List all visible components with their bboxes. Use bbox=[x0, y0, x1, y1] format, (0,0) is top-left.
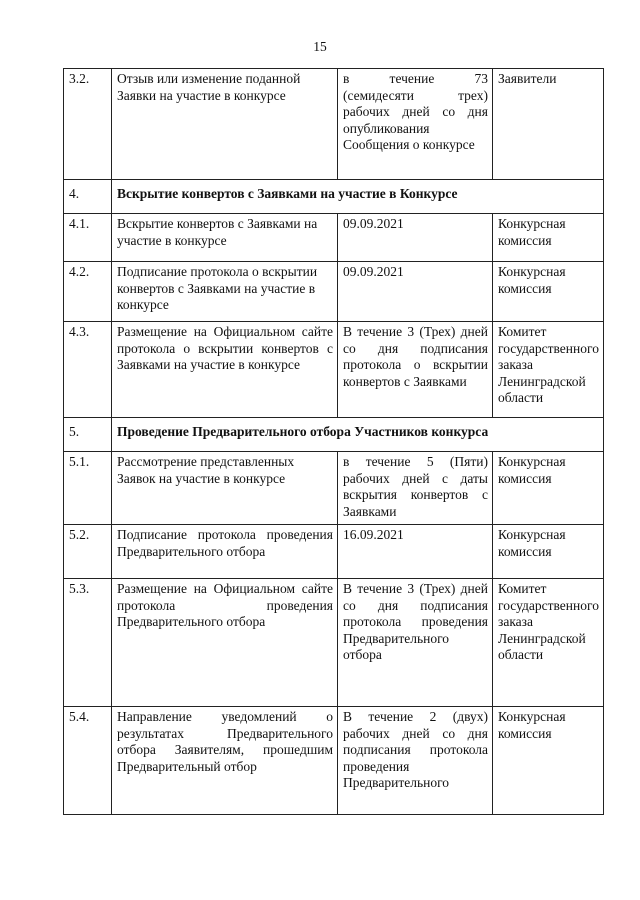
row-number: 4.3. bbox=[64, 322, 112, 418]
stage-responsible: Комитет государственного заказа Ленинградской области bbox=[493, 322, 604, 418]
stage-name: Подписание протокола о вскрытии конвертов с Заявками на участие в конкурсе bbox=[112, 262, 338, 322]
stage-name: Вскрытие конвертов с Заявками на участие в конкурсе bbox=[112, 214, 338, 262]
stage-name: Отзыв или изменение поданной Заявки на участие в конкурсе bbox=[112, 69, 338, 180]
stage-term: 09.09.2021 bbox=[338, 262, 493, 322]
stage-responsible: Конкурсная комиссия bbox=[493, 707, 604, 815]
table-row bbox=[64, 322, 604, 418]
row-number: 4.1. bbox=[64, 214, 112, 262]
stage-name: Рассмотрение представленных Заявок на участие в конкурсе bbox=[112, 452, 338, 525]
section-title: Проведение Предварительного отбора Участников конкурса bbox=[112, 418, 604, 452]
row-number: 4.2. bbox=[64, 262, 112, 322]
table-row bbox=[64, 707, 604, 815]
table-row bbox=[64, 579, 604, 707]
page-number: 15 bbox=[313, 39, 327, 54]
section-title: Вскрытие конвертов с Заявками на участие в Конкурсе bbox=[112, 180, 604, 214]
stage-name: Размещение на Официальном сайте протокола о вскрытии конвертов с Заявками на участие в конкурсе bbox=[112, 322, 338, 418]
stage-term: 09.09.2021 bbox=[338, 214, 493, 262]
row-number: 5.2. bbox=[64, 525, 112, 579]
section-row bbox=[64, 180, 604, 214]
section-number: 4. bbox=[64, 180, 112, 214]
stage-term: В течение 3 (Трех) дней со дня подписания протокола о вскрытии конвертов с Заявками bbox=[338, 322, 493, 418]
row-number: 5.3. bbox=[64, 579, 112, 707]
stage-term: В течение 3 (Трех) дней со дня подписания протокола проведения Предварительного отбора bbox=[338, 579, 493, 707]
stage-responsible: Комитет государственного заказа Ленинградской области bbox=[493, 579, 604, 707]
table-row bbox=[64, 452, 604, 525]
table-row bbox=[64, 262, 604, 322]
row-number: 5.1. bbox=[64, 452, 112, 525]
row-number: 3.2. bbox=[64, 69, 112, 180]
stage-term: 16.09.2021 bbox=[338, 525, 493, 579]
stage-responsible: Конкурсная комиссия bbox=[493, 262, 604, 322]
stage-name: Направление уведомлений о результатах Предварительного отбора Заявителям, прошедшим Предварительный отбор bbox=[112, 707, 338, 815]
stage-responsible: Конкурсная комиссия bbox=[493, 452, 604, 525]
table-row bbox=[64, 525, 604, 579]
stage-term: в течение 5 (Пяти) рабочих дней с даты вскрытия конвертов с Заявками bbox=[338, 452, 493, 525]
stage-term: В течение 2 (двух) рабочих дней со дня подписания протокола проведения Предварительного bbox=[338, 707, 493, 815]
stage-responsible: Конкурсная комиссия bbox=[493, 525, 604, 579]
table-row bbox=[64, 214, 604, 262]
table-row bbox=[64, 69, 604, 180]
stage-name: Размещение на Официальном сайте протокола проведения Предварительного отбора bbox=[112, 579, 338, 707]
section-number: 5. bbox=[64, 418, 112, 452]
stage-term: в течение 73 (семидесяти трех) рабочих дней со дня опубликования Сообщения о конкурсе bbox=[338, 69, 493, 180]
schedule-table bbox=[63, 68, 604, 815]
stage-responsible: Конкурсная комиссия bbox=[493, 214, 604, 262]
row-number: 5.4. bbox=[64, 707, 112, 815]
stage-name: Подписание протокола проведения Предварительного отбора bbox=[112, 525, 338, 579]
section-row bbox=[64, 418, 604, 452]
stage-responsible: Заявители bbox=[493, 69, 604, 180]
